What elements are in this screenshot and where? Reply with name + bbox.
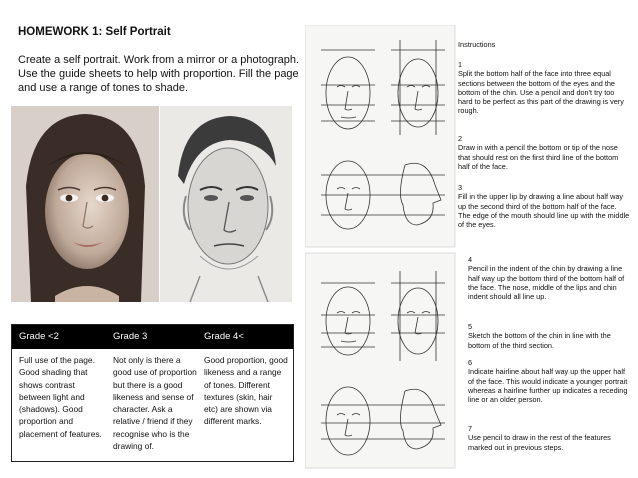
grade-text-1: Full use of the page. Good shading that shows contrast between light and (shadows). Good proportion and placement of features.	[19, 355, 102, 439]
step-number: 1	[458, 60, 463, 69]
instruction-step-2	[458, 134, 630, 171]
step-number: 2	[458, 134, 463, 143]
grade-text-3: Good proportion, good likeness and a range of tones. Different textures (skin, hair etc) are shown via different marks.	[204, 355, 288, 427]
step-text: Indicate hairline about half way up the upper half of the face. This would indicate a younger portrait whereas a hairline further up indicates a receding line or an older person.	[468, 367, 628, 405]
grade-table	[11, 324, 294, 462]
step-number: 5	[468, 322, 473, 331]
step-number: 3	[458, 183, 463, 192]
step-text: Use pencil to draw in the rest of the features marked out in previous steps.	[468, 433, 611, 452]
portrait-sketch-man	[160, 106, 292, 302]
guide-sheets-drawing	[305, 25, 457, 470]
step-text: Fill in the upper lip by drawing a line about half way up the second third of the bottom half of the face. The edge of the mouth should line up with the middle of the eyes.	[458, 192, 630, 230]
portrait-photo-woman	[11, 106, 159, 302]
grade-table-header	[12, 325, 293, 349]
step-text: Split the bottom half of the face into three equal sections between the bottom of the eyes and the bottom of the chin. Use a pencil and don't try too hard to be perfect as this part of the drawing is very rough.	[458, 69, 624, 116]
instruction-step-7	[468, 424, 633, 452]
step-text: Pencil in the indent of the chin by drawing a line half way up the bottom third of the bottom half of the face. The nose, middle of the lips and chin indent should all line up.	[468, 264, 625, 302]
grade-heading-2: Grade 3	[113, 331, 148, 342]
portrait-man-drawing	[160, 106, 292, 302]
grade-text-2: Not only is there a good use of proportion but there is a good likeness and sense of character. Ask a relative / friend if they recognise who is the drawing of.	[113, 355, 197, 452]
instruction-step-4	[468, 255, 633, 301]
step-number: 6	[468, 358, 473, 367]
homework-title: HOMEWORK 1: Self Portrait	[18, 26, 171, 38]
step-number: 4	[468, 255, 473, 264]
guide-sheet-2	[305, 253, 455, 468]
step-number: 7	[468, 424, 473, 433]
step-text: Draw in with a pencil the bottom or tip of the nose that should rest on the first third line of the bottom half of the face.	[458, 143, 619, 171]
grade-heading-1: Grade <2	[19, 331, 59, 342]
instruction-step-1	[458, 60, 630, 116]
instruction-step-3	[458, 183, 630, 229]
portrait-woman-drawing	[11, 106, 159, 302]
guide-sheet-1	[305, 25, 455, 247]
grade-heading-3: Grade 4<	[204, 331, 244, 342]
instruction-step-6	[468, 358, 633, 404]
instruction-step-5	[468, 322, 633, 350]
step-text: Sketch the bottom of the chin in line with the bottom of the third section.	[468, 331, 611, 350]
homework-intro: Create a self portrait. Work from a mirror or a photograph. Use the guide sheets to help with proportion. Fill the page and use a range of tones to shade.	[18, 54, 300, 94]
proportion-guide-sheets	[305, 25, 457, 470]
instructions-title: Instructions	[458, 40, 496, 49]
